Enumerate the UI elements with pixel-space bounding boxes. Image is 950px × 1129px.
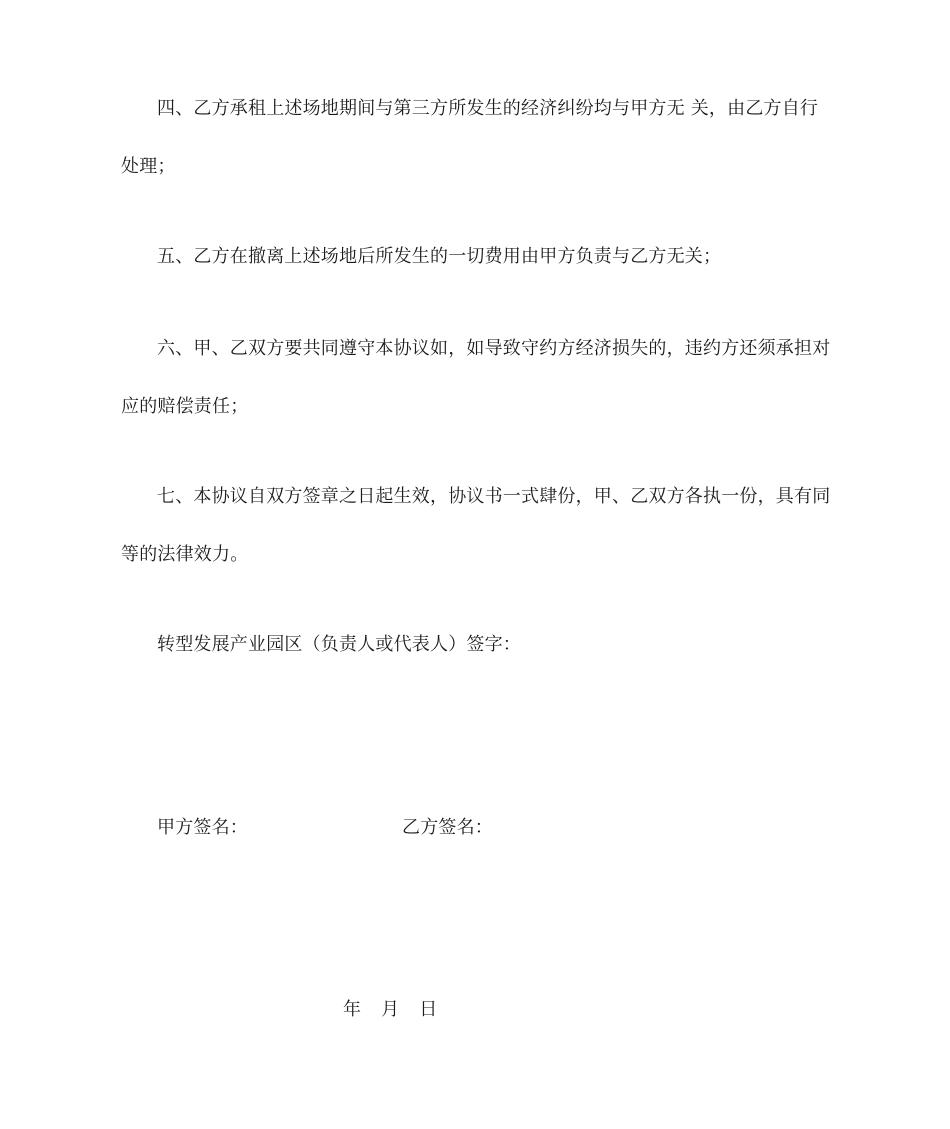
clause-six-line-2: 应的赔偿责任； <box>121 396 249 417</box>
clause-six-line-1: 六、甲、乙双方要共同遵守本协议如，如导致守约方经济损失的，违约方还须承担对 <box>157 338 831 359</box>
park-signature-label: 转型发展产业园区（负责人或代表人）签字： <box>157 634 521 655</box>
clause-seven-line-2: 等的法律效力。 <box>121 544 249 565</box>
party-b-signature-label: 乙方签名： <box>402 817 493 838</box>
date-line <box>343 998 451 1022</box>
clause-four-line-2: 处理； <box>121 156 176 177</box>
clause-seven-line-1: 七、本协议自双方签章之日起生效，协议书一式肆份，甲、乙双方各执一份，具有同 <box>157 486 831 507</box>
date-day-label: 日 <box>419 999 438 1020</box>
clause-five-line-1: 五、乙方在撤离上述场地后所发生的一切费用由甲方负责与乙方无关； <box>157 246 722 267</box>
clause-four-line-1: 四、乙方承租上述场地期间与第三方所发生的经济纠纷均与甲方无 关，由乙方自行 <box>157 98 819 119</box>
date-year-label: 年 <box>343 999 362 1020</box>
date-month-label: 月 <box>381 999 400 1020</box>
party-a-signature-label: 甲方签名： <box>157 817 248 838</box>
